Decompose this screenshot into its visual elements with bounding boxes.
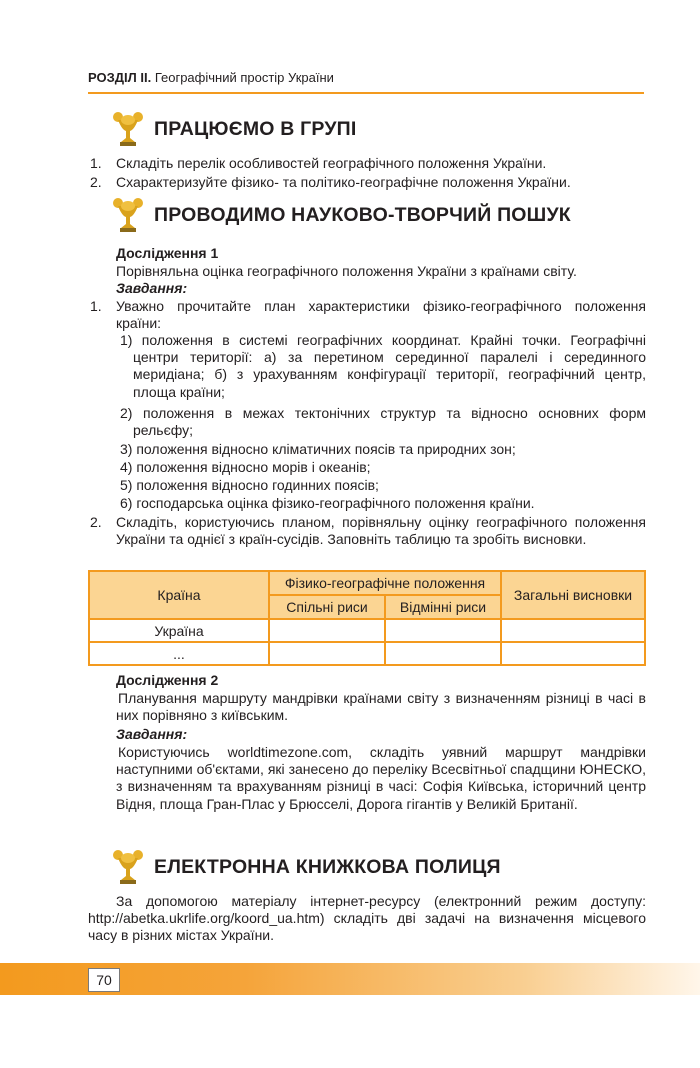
list-number: 2. <box>90 174 102 190</box>
study2-intro: Планування маршруту мандрівки країнами світу з визначенням різниці в часі в них порівняно з київським. <box>116 690 646 724</box>
list-number: 1. <box>90 298 102 314</box>
list-item: Складіть, користуючись планом, порівняльну оцінку географічного положення України та однієї з країн-сусідів. Заповніть таблицю та зробіть висновки. <box>116 514 646 548</box>
plan-item: 4) положення відносно морів і океанів; <box>120 459 371 475</box>
table-header: Відмінні риси <box>385 595 501 619</box>
group-work-title: ПРАЦЮЄМО В ГРУПІ <box>154 117 357 140</box>
table-cell <box>501 619 645 642</box>
plan-item: 5) положення відносно годинних поясів; <box>120 477 379 493</box>
table-cell <box>269 642 385 665</box>
bookshelf-text: За допомогою матеріалу інтернет-ресурсу (електронний режим доступу: http://abetka.ukrlife.org/koord_ua.htm) складіть дві задачі на визначення місцевого часу в різних містах України. <box>88 893 646 944</box>
plan-item: 3) положення відносно кліматичних поясів та природних зон; <box>120 441 516 457</box>
plan-item: 1) положення в системі географічних координат. Крайні точки. Географічні центри території: а) за перетином серединної паралелі і серединного меридіана; б) з урахуванням конфігурації території, географічний центр, площа країни; <box>120 332 646 400</box>
trophy-icon <box>110 110 146 148</box>
table-header: Країна <box>89 571 269 619</box>
table-cell <box>385 619 501 642</box>
page-header <box>88 70 644 94</box>
section-subtitle: Географічний простір України <box>154 70 334 85</box>
table-cell: Україна <box>89 619 269 642</box>
list-item: Складіть перелік особливостей географічного положення України. <box>116 155 547 171</box>
study2-text: Користуючись worldtimezone.com, складіть уявний маршрут мандрівки наступними об'єктами, які занесено до переліку Всесвітньої спадщини ЮНЕСКО, з визначенням та врахуванням різниці в часі: Софія Київська, історичний центр Відня, площа Гран-Плас у Брюсселі, Дорога гігантів у Великій Британії. <box>116 744 646 812</box>
study1-intro: Порівняльна оцінка географічного положення України з країнами світу. <box>116 263 577 279</box>
table-cell <box>269 619 385 642</box>
table-header: Фізико-географічне положення <box>269 571 501 595</box>
bookshelf-heading <box>110 848 501 886</box>
study2-heading: Дослідження 2 <box>116 672 219 688</box>
study1-heading: Дослідження 1 <box>116 245 219 261</box>
table-cell <box>385 642 501 665</box>
group-work-heading <box>110 110 357 148</box>
research-title: ПРОВОДИМО НАУКОВО-ТВОРЧИЙ ПОШУК <box>154 203 571 226</box>
plan-item: 2) положення в межах тектонічних структур та відносно основних форм рельєфу; <box>120 405 646 439</box>
list-item: Схарактеризуйте фізико- та політико-географічне положення України. <box>116 174 571 190</box>
comparison-table <box>88 570 646 666</box>
list-item: Уважно прочитайте план характеристики фізико-географічного положення країни: <box>116 298 646 332</box>
bookshelf-title: ЕЛЕКТРОННА КНИЖКОВА ПОЛИЦЯ <box>154 855 501 878</box>
trophy-icon <box>110 848 146 886</box>
table-header: Загальні висновки <box>501 571 645 619</box>
table-header: Спільні риси <box>269 595 385 619</box>
section-label: РОЗДІЛ ІІ. <box>88 70 152 85</box>
list-number: 2. <box>90 514 102 530</box>
plan-item: 6) господарська оцінка фізико-географічного положення країни. <box>120 495 535 511</box>
page-number: 70 <box>88 968 120 992</box>
list-number: 1. <box>90 155 102 171</box>
table-cell: ... <box>89 642 269 665</box>
table-row <box>89 642 645 665</box>
table-row <box>89 619 645 642</box>
study2-tasks-label: Завдання: <box>116 726 188 742</box>
study1-tasks-label: Завдання: <box>116 280 188 296</box>
table-cell <box>501 642 645 665</box>
trophy-icon <box>110 196 146 234</box>
research-heading <box>110 196 571 234</box>
